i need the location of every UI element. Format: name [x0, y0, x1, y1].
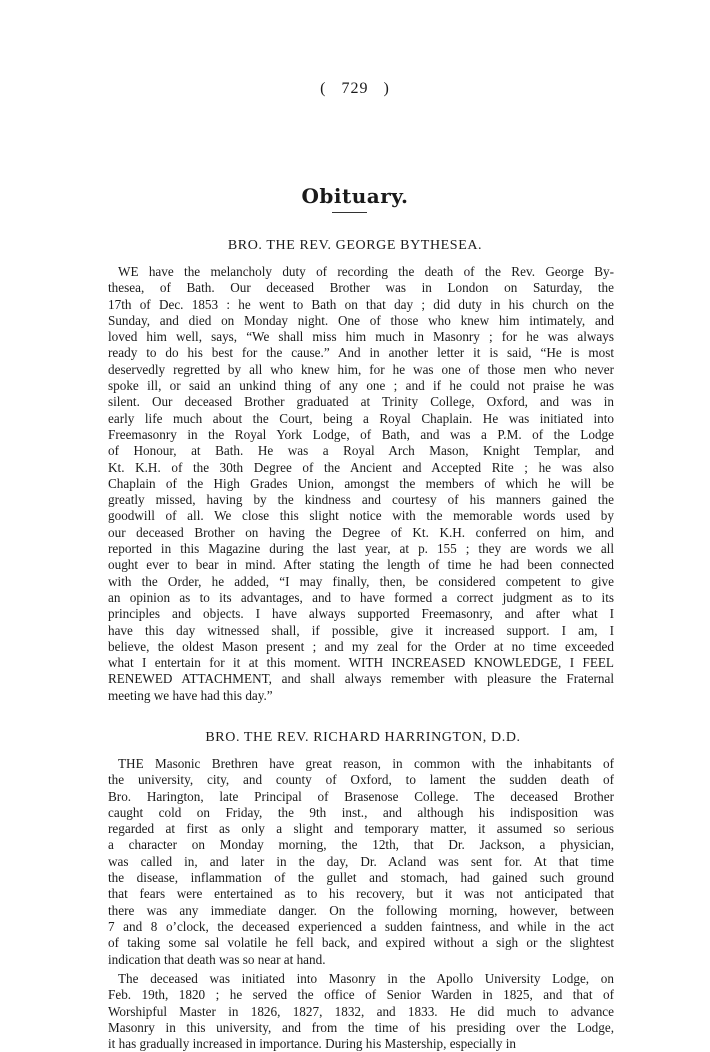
text-line: ought ever to bear in mind. After stating the length of time he had been connected: [108, 557, 614, 573]
text-line: THE Masonic Brethren have great reason, in common with the inhabitants of: [118, 756, 614, 771]
text-line: RENEWED ATTACHMENT, and shall always remember with pleasure the Fraternal: [108, 671, 614, 687]
text-line: goodwill of all. We close this slight notice with the memorable words used by: [108, 508, 614, 524]
text-line: Masonry in this university, and from the time of his presiding over the Lodge,: [108, 1019, 614, 1035]
article-heading-harrington: BRO. THE REV. RICHARD HARRINGTON, D.D.: [205, 730, 521, 745]
text-line: 7 and 8 o’clock, the deceased experienced a sudden faintness, and while in the act: [108, 918, 614, 934]
text-line: reported in this Magazine during the last year, at p. 155 ; they are words we all: [108, 541, 614, 557]
text-line: with the Order, he added, “I may finally, then, be considered competent to give: [108, 573, 614, 589]
text-line: Freemasonry in the Royal York Lodge, of Bath, and was a P.M. of the Lodge: [108, 426, 614, 442]
article-paragraph: [108, 971, 614, 1052]
text-line: indication that death was so near at hand.: [108, 951, 326, 967]
page-number: ( 729 ): [320, 80, 390, 97]
text-line: 17th of Dec. 1853 : he went to Bath on that day ; did duty in his church on the: [108, 296, 614, 312]
text-line: the university, city, and county of Oxford, to lament the sudden death of: [108, 772, 614, 788]
text-line: ready to do his best for the cause.” And in another letter it is said, “He is most: [108, 345, 614, 361]
text-line: there was any immediate danger. On the following morning, however, between: [108, 902, 614, 918]
text-line: have this day witnessed shall, if possible, give it increased support. I am, I: [108, 622, 614, 638]
text-line: The deceased was initiated into Masonry in the Apollo University Lodge, on: [118, 971, 614, 986]
text-line: silent. Our deceased Brother graduated at Trinity College, Oxford, and was in: [108, 394, 614, 410]
text-line: Worshipful Master in 1826, 1827, 1832, and 1833. He did much to advance: [108, 1003, 614, 1019]
article-paragraph: [108, 264, 614, 704]
article-paragraph: [108, 756, 614, 968]
section-title: Obituary.: [301, 184, 409, 208]
text-line: what I entertain for it at this moment. WITH INCREASED KNOWLEDGE, I FEEL: [108, 655, 614, 671]
text-line: thesea, of Bath. Our deceased Brother was in London on Saturday, the: [108, 280, 614, 296]
text-line: principles and objects. I have always supported Freemasonry, and after what I: [108, 606, 614, 622]
text-line: of taking some sal volatile he fell back, and expired without a sigh or the slightest: [108, 935, 614, 951]
text-line: spoke ill, or said an unkind thing of any one ; and if he could not praise he was: [108, 378, 614, 394]
text-line: Sunday, and died on Monday night. One of those who knew him intimately, and: [108, 312, 614, 328]
text-line: caught cold on Friday, the 9th inst., and although his indisposition was: [108, 804, 614, 820]
text-line: greatly missed, having by the kindness and courtesy of his manners gained the: [108, 492, 614, 508]
article-heading-bythesea: BRO. THE REV. GEORGE BYTHESEA.: [227, 238, 483, 253]
text-line: the disease, inflammation of the gullet and stomach, had gained such ground: [108, 870, 614, 886]
text-line: deservedly regretted by all who knew him, for he was one of those men who never: [108, 361, 614, 377]
text-line: WE have the melancholy duty of recording the death of the Rev. George By-: [118, 264, 614, 279]
text-line: Kt. K.H. of the 30th Degree of the Ancient and Accepted Rite ; he was also: [108, 459, 614, 475]
text-line: it has gradually increased in importance. During his Mastership, especially in: [108, 1036, 516, 1052]
text-line: that fears were entertained as to his recovery, but it was not anticipated that: [108, 886, 614, 902]
text-line: loved him well, says, “We shall miss him much in Masonry ; for he was always: [108, 329, 614, 345]
text-line: Chaplain of the High Grades Union, amongst the members of which he will be: [108, 475, 614, 491]
text-line: was called in, and later in the day, Dr. Acland was sent for. At that time: [108, 853, 614, 869]
text-line: an opinion as to its advantages, and to have formed a correct judgment as to its: [108, 589, 614, 605]
text-line: our deceased Brother on having the Degree of Kt. K.H. conferred on him, and: [108, 524, 614, 540]
text-line: early life much about the Court, being a Royal Chaplain. He was initiated into: [108, 410, 614, 426]
text-line: Feb. 19th, 1820 ; he served the office of Senior Warden in 1825, and that of: [108, 987, 614, 1003]
text-line: a character on Monday morning, the 12th, that Dr. Jackson, a physician,: [108, 837, 614, 853]
text-line: of Honour, at Bath. He was a Royal Arch Mason, Knight Templar, and: [108, 443, 614, 459]
title-divider: [332, 212, 367, 213]
text-line: believe, the oldest Mason present ; and my zeal for the Order at no time exceeded: [108, 638, 614, 654]
text-line: regarded at first as only a slight and temporary matter, it assumed so serious: [108, 821, 614, 837]
text-line: meeting we have had this day.”: [108, 687, 273, 703]
text-line: Bro. Harington, late Principal of Brasenose College. The deceased Brother: [108, 788, 614, 804]
